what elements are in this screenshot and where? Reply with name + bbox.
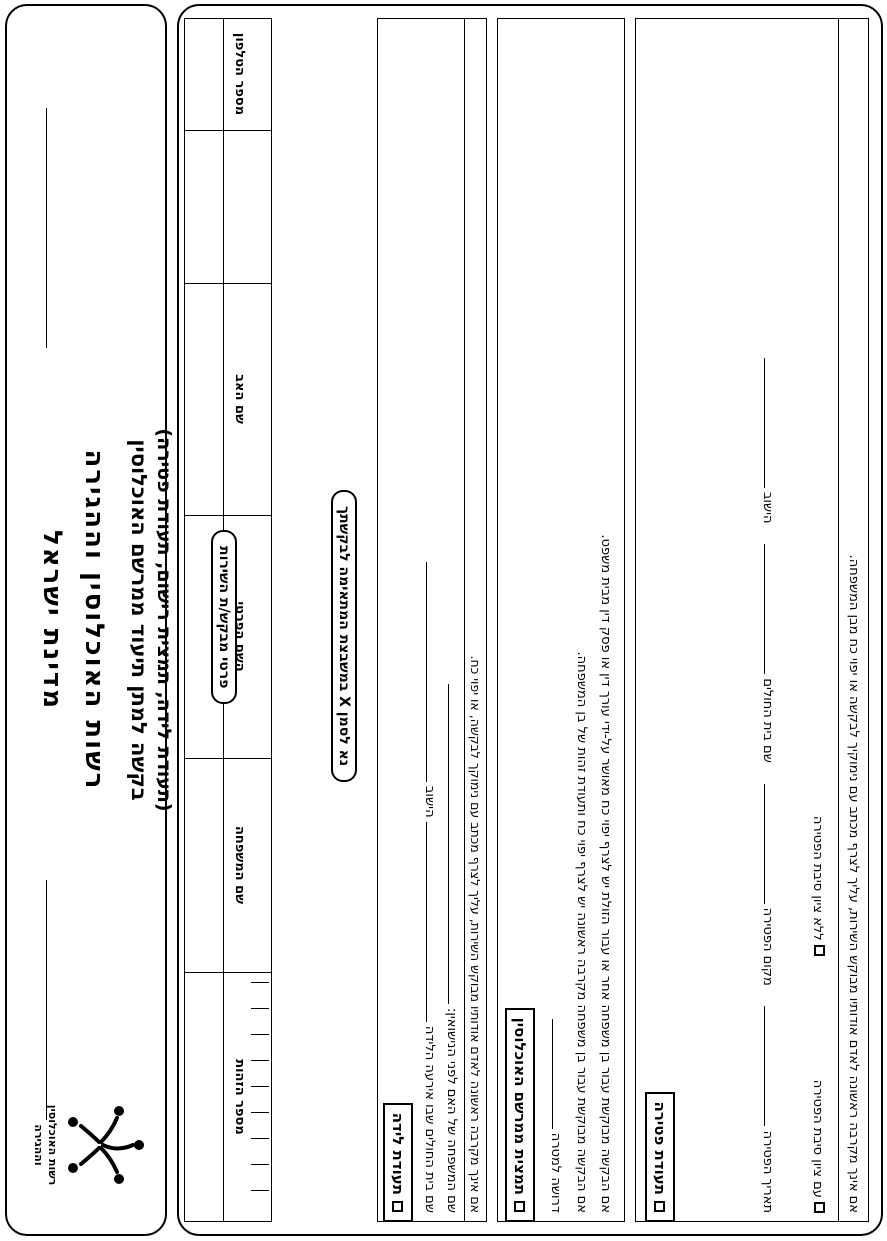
state-title: מדינת ישראל [37,529,67,711]
death-settlement-label: הישוב [760,491,775,524]
birth-hospital-field[interactable] [426,822,439,1022]
death-hospital-field[interactable] [764,544,777,674]
death-hospital-label: שם בית החולים [760,678,775,763]
header-rule-left [46,108,47,348]
birth-settlement-field[interactable] [426,562,439,782]
death-place-field[interactable] [764,784,777,904]
registry-note-1: אם הבקשה מבוקשת עבור בן משפחה מקרבה ראשונה יש לצרף יפוי כח ותעודת זהות של בן המשפחה. [574,651,589,1213]
col-phone: מספר הטלפון [232,32,247,116]
maiden-name-field[interactable] [448,684,461,1004]
authority-title: רשות האוכלוסין וההגירה [79,449,109,791]
registry-extract-checkbox[interactable] [505,1008,535,1222]
birth-note: אם אינך מקרבה ראשונה לאדם אודותיו מבוקש השירות, עליך לצרף מכתב עם נימוקך לבקשה, או יפוי כח. [468,655,483,1213]
col-last-name: שם המשפחה [232,825,247,905]
purpose-field[interactable] [552,1019,565,1129]
birth-settlement-label: הישוב [422,785,437,818]
death-settlement-field[interactable] [764,358,777,488]
checkbox-icon[interactable] [393,1201,404,1212]
purpose-label: דרושה למטרה [548,1132,563,1213]
phone-field[interactable] [227,18,267,130]
death-certificate-section [635,18,869,1222]
birth-hospital-label: שם בית החולים שבו אירעה הלידה [422,1025,437,1213]
without-cause-label: ללא ציון סיבת הפטירה [810,815,825,941]
death-note: אם אינך מקרבה ראשונה לאדם אודותיו מבוקש השירות, עליך לצרף מכתב עם נימוקיך לבקשה או יפוי כח מבן המשפחה. [846,554,861,1213]
instruction-banner: נא לסמן X במשבצת המתאימה לבקשתך [331,490,357,782]
maiden-name-row [444,684,461,1213]
death-date-label: תאריך הפטירה [760,1130,775,1213]
birth-certificate-title: תעודת לידה [389,1112,407,1195]
with-cause-checkbox[interactable] [814,1202,825,1213]
birth-hospital-row [422,562,439,1213]
death-certificate-title: תעודת פטירה [651,1101,669,1195]
col-id-number: מספר הזהות [232,1059,247,1135]
maiden-name-label: שם המשפחה של האם לפני הנישואין: [444,1007,459,1213]
registry-extract-title: תמצית ממרשם האוכלוסין [511,1017,529,1195]
purpose-row [548,1019,565,1213]
birth-certificate-checkbox[interactable] [383,1103,413,1222]
checkbox-icon[interactable] [655,1201,666,1212]
authority-logo [27,1090,147,1200]
star-people-icon [62,1100,147,1190]
death-certificate-checkbox[interactable] [645,1092,675,1222]
registry-note-2: אם הבקשה מבוקשת עבור בן משפחה אחר או עבור הזולת יש לצרף יפוי כח מאושר על-ידי עורך דין או פסק דין מבית משפט. [598,534,613,1213]
applicant-section-title: פרטי מבקש/ת השירות [211,530,237,704]
logo-text-line-2: וההגירה [32,1124,45,1166]
header-rule-right [46,880,47,1120]
col-father-name: שם האב [232,374,247,424]
without-cause-checkbox[interactable] [814,945,825,956]
checkbox-icon[interactable] [515,1201,526,1212]
father-name-field[interactable] [227,283,267,515]
with-cause-label: עם ציון סיבת הפטירה [810,1079,825,1198]
form-subtitle: (תעודת לידה, תמצית רישום, תעודת פטירה) [153,428,175,812]
death-cause-row [810,816,825,1213]
form-title: בקשה למתן תיעוד ממרשם האוכלוסין [127,439,151,801]
death-place-label: מקום הפטירה [760,907,775,986]
death-date-field[interactable] [764,1006,777,1126]
logo-text-line-1: רשות האוכלוסין [46,1104,59,1186]
death-details-row [760,358,777,1213]
col-first-name: השם הפרטי [232,601,247,672]
